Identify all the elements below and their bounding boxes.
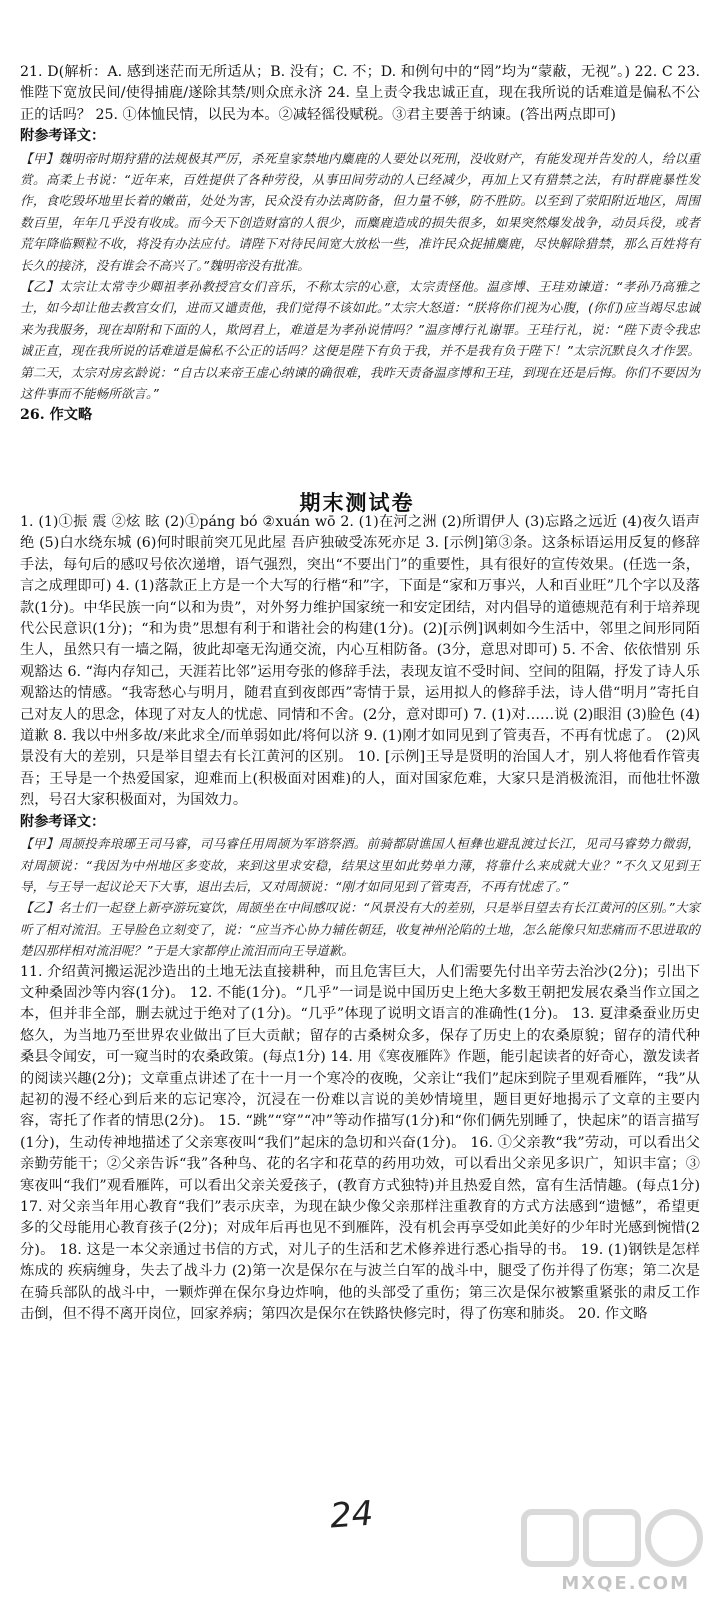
translation-yi: 【乙】太宗让太常寺少卿祖孝孙教授宫女们音乐，不称太宗的心意，太宗责怪他。温彦博、王珪劝谏道：“孝孙乃高雅之士，如今却让他去教宫女们，进而又谴责他，我们觉得不该如此。”太宗大怒道：“朕将你们视为心腹，(你们)应当竭尽忠诚来为我服务，现在却附和下面的人，欺罔君上，难道是为孝孙说情吗？”温彦博行礼谢罪。王珪行礼，说：“陛下责令我忠诚正直，现在我所说的话难道是偏私不公正的话吗？这便是陛下有负于我，并不是我有负于陛下！”太宗沉默良久才作罢。第二天，太宗对房玄龄说：“自古以来帝王虚心纳谏的确很难，我昨天责备温彦博和王珪，到现在还是后悔。你们不要因为这件事而不能畅所欲言。” [20, 279, 700, 402]
final-exam-block [20, 512, 700, 1325]
exam-reference-translation-heading: 附参考译文： [20, 813, 106, 830]
exam-answers-1-10: 1. (1)①振 震 ②炫 眩 (2)①páng bó ②xuán wō 2. (1)在河之洲 (2)所谓伊人 (3)忘路之远近 (4)夜久语声绝 (5)白水绕东城 (6)何时眼前突兀见此屋 吾庐独破受冻死亦足 3. [示例]第③条。这条标语运用反复的修辞手法，每句后的感叹号依次递增，语气强烈，突出“不要出门”的重要性，具有很好的宣传效果。(任选一条，言之成理即可) 4. (1)落款正上方是一个大写的行楷“和”字，下面是“家和万事兴，人和百业旺”几个字以及落款(1分)。中华民族一向“以和为贵”，对外努力维护国家统一和安定团结，对内倡导的道德规范有利于培养现代公民意识(1分)；“和为贵”思想有利于和谐社会的构建(1分)。(2)[示例]讽刺如今生活中，邻里之间形同陌生人，虽然只有一墙之隔，彼此却毫无沟通交流，内心互相防备。(3分，意思对即可) 5. 不舍、依依惜别 乐观豁达 6. “海内存知己，天涯若比邻”运用夸张的修辞手法，表现友谊不受时间、空间的阻隔，抒发了诗人乐观豁达的情感。“我寄愁心与明月，随君直到夜郎西”寄情于景，运用拟人的修辞手法，诗人借“明月”寄托自己对友人的思念，体现了对友人的忧虑、同情和不舍。(2分，意对即可) 7. (1)对……说 (2)眼泪 (3)脸色 (4)道歉 8. 我以中州多故/来此求全/而单弱如此/将何以济 9. (1)刚才如同见到了管夷吾，不再有忧虑了。 (2)风景没有大的差别，只是举目望去有长江黄河的区别。 10. [示例]王导是贤明的治国人才，别人将他看作管夷吾；王导是一个热爱国家，迎难而上(积极面对困难)的人，面对国家危难，大家只是消极流泪，而他壮怀激烈，号召大家积极面对，为国效力。 [20, 514, 700, 809]
reference-translation-heading: 附参考译文： [20, 128, 106, 145]
answer-26: 26. 作文略 [20, 406, 93, 423]
exam-translation-yi: 【乙】名士们一起登上新亭游玩宴饮，周颉坐在中间感叹说：“风景没有大的差别，只是举目望去有长江黄河的区别。”大家听了相对流泪。王导脸色立刻变了，说：“应当齐心协力辅佐朝廷，收复神州沦陷的土地，怎么能像只知悲痛而不思进取的楚囚那样相对流泪呢？”于是大家都停止流泪而向王导道歉。 [20, 900, 700, 959]
answers-21-25: 21. D(解析：A. 感到迷茫而无所适从；B. 没有；C. 不；D. 和例句中的“罔”均为“蒙蔽，无视”。) 22. C 23. 惟陛下宽放民间/使得捕鹿/遂除其禁/则众庶永济 24. 皇上责令我忠诚正直，现在我所说的话难道是偏私不公正的话吗？ 25. ①体恤民情，以民为本。②减轻徭役赋税。③君主要善于纳谏。(答出两点即可) [20, 64, 700, 123]
top-answers-block [20, 62, 700, 426]
final-exam-title: 期末测试卷 [299, 490, 415, 515]
exam-translation-jia: 【甲】周颉投奔琅琊王司马睿，司马睿任用周颉为军谘祭酒。前骑都尉谯国人桓彝也避乱渡过长江，见司马睿势力微弱，对周颉说：“我因为中州地区多变故，来到这里求安稳，结果这里如此势单力薄，将靠什么来成就大业？”不久又见到王导，与王导一起议论天下大事，退出去后，又对周颉说：“刚才如同见到了管夷吾，不再有忧虑了。” [20, 836, 700, 894]
exam-answers-11-20: 11. 介绍黄河搬运泥沙造出的土地无法直接耕种，而且危害巨大，人们需要先付出辛劳去治沙(2分)；引出下文种桑固沙等内容(1分)。 12. 不能(1分)。“几乎”一词是说中国历史上绝大多数王朝把发展农桑当作立国之本，但并非全部，删去就过于绝对了(1分)。“几乎”体现了说明文语言的准确性(1分)。 13. 夏津桑蚕业历史悠久，为当地乃至世界农业做出了巨大贡献；留存的古桑树众多，保存了历史上的农桑原貌；留存的清代种桑县令闻安，可一窥当时的农桑政策。(每点1分) 14. 用《寒夜雁阵》作题，能引起读者的好奇心，激发读者的阅读兴趣(2分)；文章重点讲述了在十一月一个寒冷的夜晚，父亲让“我们”起床到院子里观看雁阵，“我”从起初的漫不经心到后来的忘记寒冷，沉浸在一份难以言说的美妙情境里，题目更好地揭示了文章的主要内容，寄托了作者的情思(2分)。 15. “跳”“穿”“冲”等动作描写(1分)和“你们俩先别睡了，快起床”的语言描写(1分)，生动传神地描述了父亲寒夜叫“我们”起床的急切和兴奋(1分)。 16. ①父亲教“我”劳动，可以看出父亲勤劳能干；②父亲告诉“我”各种鸟、花的名字和花草的药用功效，可以看出父亲见多识广，知识丰富；③寒夜叫“我们”观看雁阵，可以看出父亲关爱孩子，(教育方式独特)并且热爱自然，富有生活情趣。(每点1分) 17. 对父亲当年用心教育“我们”表示庆幸，为现在缺少像父亲那样注重教育的方式方法感到“遗憾”，希望更多的父母能用心教育孩子(2分)；对成年后再也见不到雁阵，没有机会再享受如此美好的少年时光感到惋惜(2分)。 18. 这是一本父亲通过书信的方式，对儿子的生活和艺术修养进行悉心指导的书。 19. (1)钢铁是怎样炼成的 疾病缠身，失去了战斗力 (2)第一次是保尔在与波兰白军的战斗中，腿受了伤并得了伤寒；第二次是在骑兵部队的战斗中，一颗炸弹在保尔身边炸响，他的头部受了重伤；第三次是保尔被繁重紧张的肃反工作击倒，但不得不离开岗位，回家养病；第四次是保尔在铁路快修完时，得了伤寒和肺炎。 20. 作文略 [20, 963, 700, 1323]
watermark-text: MXQE.COM [561, 1573, 690, 1594]
translation-jia: 【甲】魏明帝时期狩猎的法规极其严厉，杀死皇家禁地内麋鹿的人要处以死刑，没收财产，有能发现并告发的人，给以重赏。高柔上书说：“近年来，百姓提供了各种劳役，从事田间劳动的人已经减少，再加上又有猎禁之法，有时群鹿暴性发作，食吃毁坏地里长着的嫩苗，处处为害，民众没有办法离防备，但力量不够，防不胜防。以至到了荥阳附近地区，周围数百里，年年几乎没有收成。而今天下创造财富的人很少，而麋鹿造成的损失很多，如果突然爆发战争，动员兵役，或者荒年降临颗粒不收，将没有办法应付。请陛下对待民间宽大放松一些，准许民众捉捕麋鹿，尽快解除猎禁，那么百姓将有长久的接济，没有谁会不高兴了。”魏明帝没有批准。 [20, 150, 700, 273]
handwritten-page-number: 24 [328, 1493, 375, 1537]
